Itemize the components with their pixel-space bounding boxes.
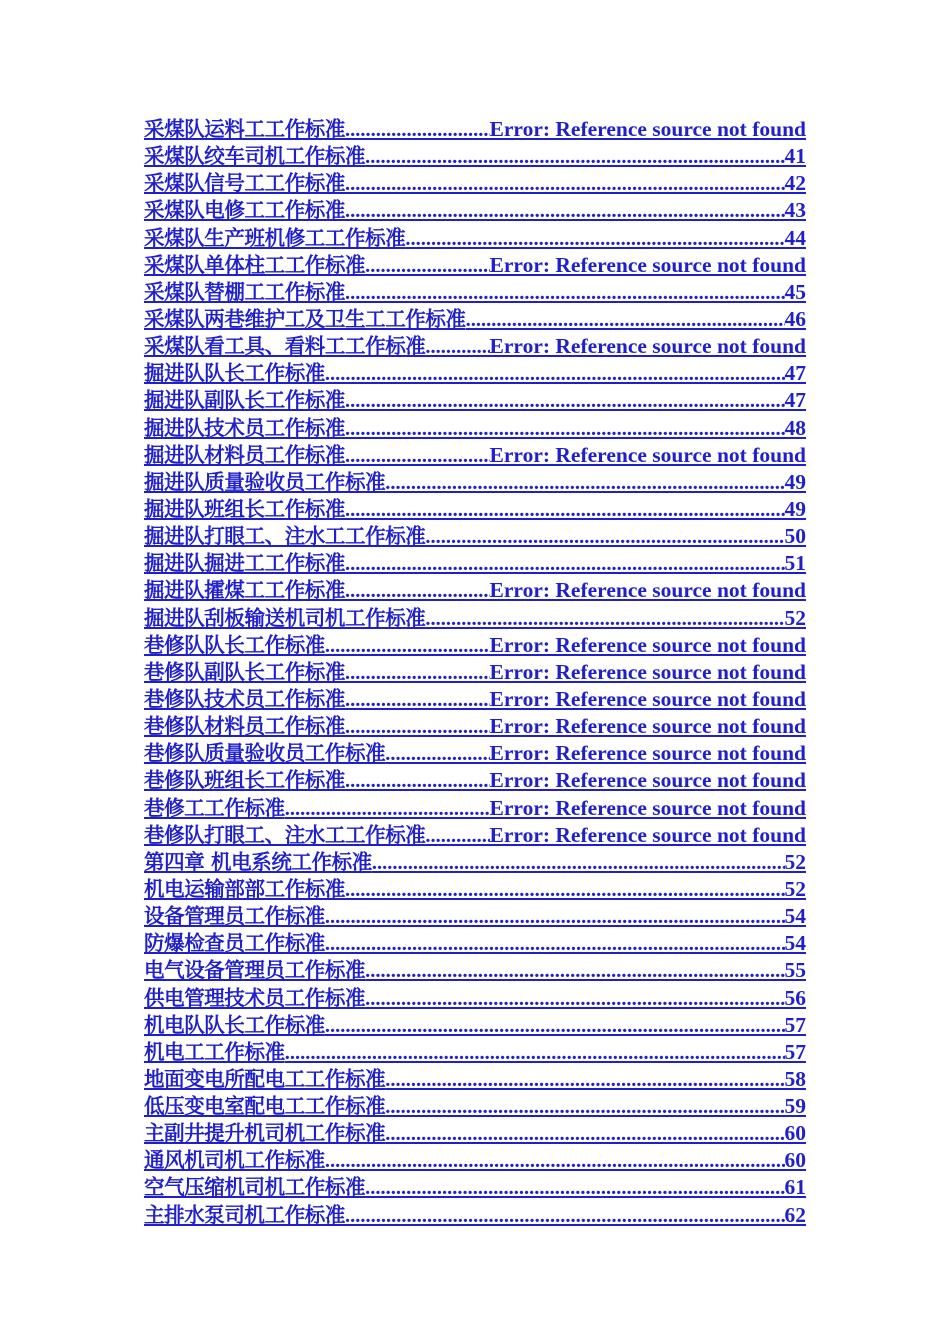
toc-dot-leader	[345, 443, 490, 469]
toc-dot-leader	[365, 144, 784, 170]
toc-entry-title: 掘进队班组长工作标准	[144, 496, 345, 521]
toc-entry-page: Error: Reference source not found	[489, 686, 806, 711]
toc-entry-title: 采煤队两巷维护工及卫生工工作标准	[144, 306, 466, 331]
toc-entry-link[interactable]	[144, 143, 806, 170]
toc-dot-leader	[345, 416, 785, 442]
toc-entry-title: 防爆检查员工作标准	[144, 931, 325, 956]
toc-entry-title: 掘进队材料员工作标准	[144, 442, 345, 467]
toc-dot-leader	[345, 877, 785, 903]
toc-dot-leader	[325, 1013, 785, 1039]
toc-dot-leader	[385, 1067, 784, 1093]
toc-entry-link[interactable]	[144, 360, 806, 387]
toc-entry-link[interactable]	[144, 876, 806, 903]
toc-entry-link[interactable]	[144, 197, 806, 224]
toc-entry-link[interactable]	[144, 1147, 806, 1174]
toc-entry-title: 巷修队打眼工、注水工工作标准	[144, 822, 426, 847]
toc-entry-title: 机电运输部部工作标准	[144, 876, 345, 901]
toc-dot-leader	[325, 1148, 785, 1174]
toc-entry-link[interactable]	[144, 686, 806, 713]
toc-entry-title: 巷修队技术员工作标准	[144, 686, 345, 711]
toc-entry-title: 采煤队单体柱工工作标准	[144, 252, 366, 277]
toc-dot-leader	[345, 280, 785, 306]
toc-entry-link[interactable]	[144, 1066, 806, 1093]
toc-entry-link[interactable]	[144, 930, 806, 957]
toc-entry-link[interactable]	[144, 740, 806, 767]
toc-entry-page: 41	[784, 144, 806, 169]
toc-entry-title: 掘进队质量验收员工作标准	[144, 469, 386, 494]
toc-entry-title: 设备管理员工作标准	[144, 904, 325, 929]
toc-entry-page: 62	[784, 1202, 806, 1227]
toc-entry-page: Error: Reference source not found	[489, 768, 806, 793]
toc-entry-page: Error: Reference source not found	[489, 714, 806, 739]
toc-entry-link[interactable]	[144, 605, 806, 632]
toc-dot-leader	[466, 307, 785, 333]
toc-entry-title: 供电管理技术员工作标准	[144, 985, 366, 1010]
toc-entry-page: 44	[784, 225, 806, 250]
toc-entry-link[interactable]	[144, 333, 806, 360]
toc-entry-title: 巷修队质量验收员工作标准	[144, 741, 386, 766]
toc-entry-link[interactable]	[144, 170, 806, 197]
toc-entry-page: 52	[784, 605, 806, 630]
toc-entry-link[interactable]	[144, 550, 806, 577]
toc-entry-title: 低压变电室配电工工作标准	[144, 1094, 386, 1119]
toc-entry-link[interactable]	[144, 1120, 806, 1147]
toc-entry-title: 第四章 机电系统工作标准	[144, 849, 372, 874]
toc-entry-page: Error: Reference source not found	[489, 822, 806, 847]
toc-entry-title: 采煤队电修工工作标准	[144, 198, 345, 223]
toc-entry-page: 46	[784, 306, 806, 331]
toc-dot-leader	[385, 741, 489, 767]
toc-entry-link[interactable]	[144, 523, 806, 550]
toc-entry-title: 空气压缩机司机工作标准	[144, 1175, 366, 1200]
toc-dot-leader	[345, 578, 490, 604]
toc-entry-link[interactable]	[144, 1174, 806, 1201]
toc-dot-leader	[345, 388, 785, 414]
toc-entry-title: 掘进队打眼工、注水工工作标准	[144, 524, 426, 549]
toc-dot-leader	[425, 524, 784, 550]
toc-entry-page: 54	[784, 904, 806, 929]
toc-entry-link[interactable]	[144, 795, 806, 822]
toc-dot-leader	[345, 551, 785, 577]
toc-entry-title: 地面变电所配电工工作标准	[144, 1066, 386, 1091]
toc-dot-leader	[425, 606, 784, 632]
toc-entry-link[interactable]	[144, 1202, 806, 1229]
toc-entry-page: 49	[784, 469, 806, 494]
toc-dot-leader	[385, 470, 784, 496]
toc-entry-page: Error: Reference source not found	[489, 632, 806, 657]
toc-entry-page: 60	[784, 1148, 806, 1173]
toc-entry-title: 采煤队绞车司机工作标准	[144, 144, 366, 169]
table-of-contents	[144, 116, 806, 1229]
toc-entry-link[interactable]	[144, 496, 806, 523]
toc-entry-page: 61	[784, 1175, 806, 1200]
toc-entry-page: 49	[784, 496, 806, 521]
toc-entry-title: 采煤队替棚工工作标准	[144, 279, 345, 304]
toc-entry-page: 60	[784, 1121, 806, 1146]
toc-entry-link[interactable]	[144, 442, 806, 469]
toc-dot-leader	[345, 768, 490, 794]
toc-dot-leader	[325, 361, 785, 387]
toc-dot-leader	[325, 633, 490, 659]
toc-entry-page: 55	[784, 958, 806, 983]
toc-entry-title: 电气设备管理员工作标准	[144, 958, 366, 983]
toc-entry-page: 57	[784, 1039, 806, 1064]
toc-dot-leader	[345, 497, 785, 523]
toc-dot-leader	[285, 796, 490, 822]
toc-entry-title: 掘进队攉煤工工作标准	[144, 578, 345, 603]
toc-dot-leader	[345, 1203, 785, 1229]
toc-dot-leader	[285, 1040, 785, 1066]
toc-entry-link[interactable]	[144, 577, 806, 604]
toc-dot-leader	[365, 986, 784, 1012]
toc-dot-leader	[345, 171, 785, 197]
toc-entry-page: Error: Reference source not found	[489, 117, 806, 141]
toc-entry-title: 机电队队长工作标准	[144, 1012, 325, 1037]
toc-entry-title: 机电工工作标准	[144, 1039, 285, 1064]
toc-dot-leader	[365, 253, 489, 279]
toc-dot-leader	[425, 334, 489, 360]
toc-entry-title: 巷修队班组长工作标准	[144, 768, 345, 793]
toc-entry-link[interactable]	[144, 116, 806, 143]
toc-dot-leader	[345, 687, 490, 713]
toc-entry-link[interactable]	[144, 225, 806, 252]
toc-dot-leader	[385, 1121, 784, 1147]
toc-entry-page: 52	[784, 849, 806, 874]
toc-entry-title: 采煤队信号工工作标准	[144, 171, 345, 196]
toc-entry-page: Error: Reference source not found	[489, 442, 806, 467]
toc-entry-page: 48	[784, 415, 806, 440]
toc-entry-link[interactable]	[144, 387, 806, 414]
toc-entry-link[interactable]	[144, 713, 806, 740]
toc-entry-title: 巷修队副队长工作标准	[144, 659, 345, 684]
toc-entry-title: 采煤队看工具、看料工工作标准	[144, 334, 426, 359]
toc-entry-title: 通风机司机工作标准	[144, 1148, 325, 1173]
toc-entry-page: 58	[784, 1066, 806, 1091]
toc-entry-title: 巷修队队长工作标准	[144, 632, 325, 657]
toc-entry-page: 47	[784, 361, 806, 386]
toc-entry-title: 采煤队运料工工作标准	[144, 117, 345, 141]
toc-dot-leader	[405, 226, 784, 252]
toc-dot-leader	[425, 823, 489, 849]
toc-entry-link[interactable]	[144, 279, 806, 306]
toc-entry-link[interactable]	[144, 1012, 806, 1039]
toc-entry-page: Error: Reference source not found	[489, 578, 806, 603]
toc-dot-leader	[372, 850, 785, 876]
toc-entry-link[interactable]	[144, 252, 806, 279]
toc-entry-page: 56	[784, 985, 806, 1010]
toc-dot-leader	[325, 931, 785, 957]
toc-entry-link[interactable]	[144, 822, 806, 849]
toc-dot-leader	[365, 1175, 784, 1201]
toc-entry-page: 59	[784, 1094, 806, 1119]
toc-entry-link[interactable]	[144, 1093, 806, 1120]
toc-entry-page: 43	[784, 198, 806, 223]
toc-entry-page: 45	[784, 279, 806, 304]
toc-dot-leader	[345, 117, 490, 143]
toc-entry-page: 51	[784, 551, 806, 576]
toc-entry-link[interactable]	[144, 306, 806, 333]
toc-entry-link[interactable]	[144, 632, 806, 659]
toc-entry-link[interactable]	[144, 903, 806, 930]
toc-entry-title: 掘进队掘进工工作标准	[144, 551, 345, 576]
toc-entry-link[interactable]	[144, 985, 806, 1012]
toc-entry-page: Error: Reference source not found	[489, 252, 806, 277]
toc-entry-page: Error: Reference source not found	[489, 334, 806, 359]
toc-entry-page: 42	[784, 171, 806, 196]
toc-entry-title: 掘进队刮板输送机司机工作标准	[144, 605, 426, 630]
toc-entry-link[interactable]	[144, 659, 806, 686]
toc-entry-page: 50	[784, 524, 806, 549]
toc-entry-link[interactable]	[144, 469, 806, 496]
toc-entry-page: 54	[784, 931, 806, 956]
toc-entry-link[interactable]	[144, 1039, 806, 1066]
toc-entry-title: 巷修队材料员工作标准	[144, 714, 345, 739]
toc-entry-page: Error: Reference source not found	[489, 741, 806, 766]
toc-entry-page: 57	[784, 1012, 806, 1037]
toc-dot-leader	[325, 904, 785, 930]
toc-entry-link[interactable]	[144, 767, 806, 794]
toc-entry-link[interactable]	[144, 957, 806, 984]
toc-dot-leader	[365, 958, 784, 984]
toc-entry-page: 47	[784, 388, 806, 413]
toc-entry-title: 巷修工工作标准	[144, 795, 285, 820]
toc-entry-page: Error: Reference source not found	[489, 795, 806, 820]
toc-dot-leader	[385, 1094, 784, 1120]
toc-dot-leader	[345, 714, 490, 740]
toc-entry-title: 掘进队副队长工作标准	[144, 388, 345, 413]
toc-dot-leader	[345, 660, 490, 686]
toc-entry-title: 主排水泵司机工作标准	[144, 1202, 345, 1227]
toc-entry-link[interactable]	[144, 849, 806, 876]
toc-entry-page: 52	[784, 876, 806, 901]
toc-entry-title: 掘进队技术员工作标准	[144, 415, 345, 440]
toc-entry-link[interactable]	[144, 415, 806, 442]
toc-dot-leader	[345, 198, 785, 224]
toc-entry-title: 掘进队队长工作标准	[144, 361, 325, 386]
toc-entry-title: 采煤队生产班机修工工作标准	[144, 225, 406, 250]
toc-entry-title: 主副井提升机司机工作标准	[144, 1121, 386, 1146]
toc-entry-page: Error: Reference source not found	[489, 659, 806, 684]
